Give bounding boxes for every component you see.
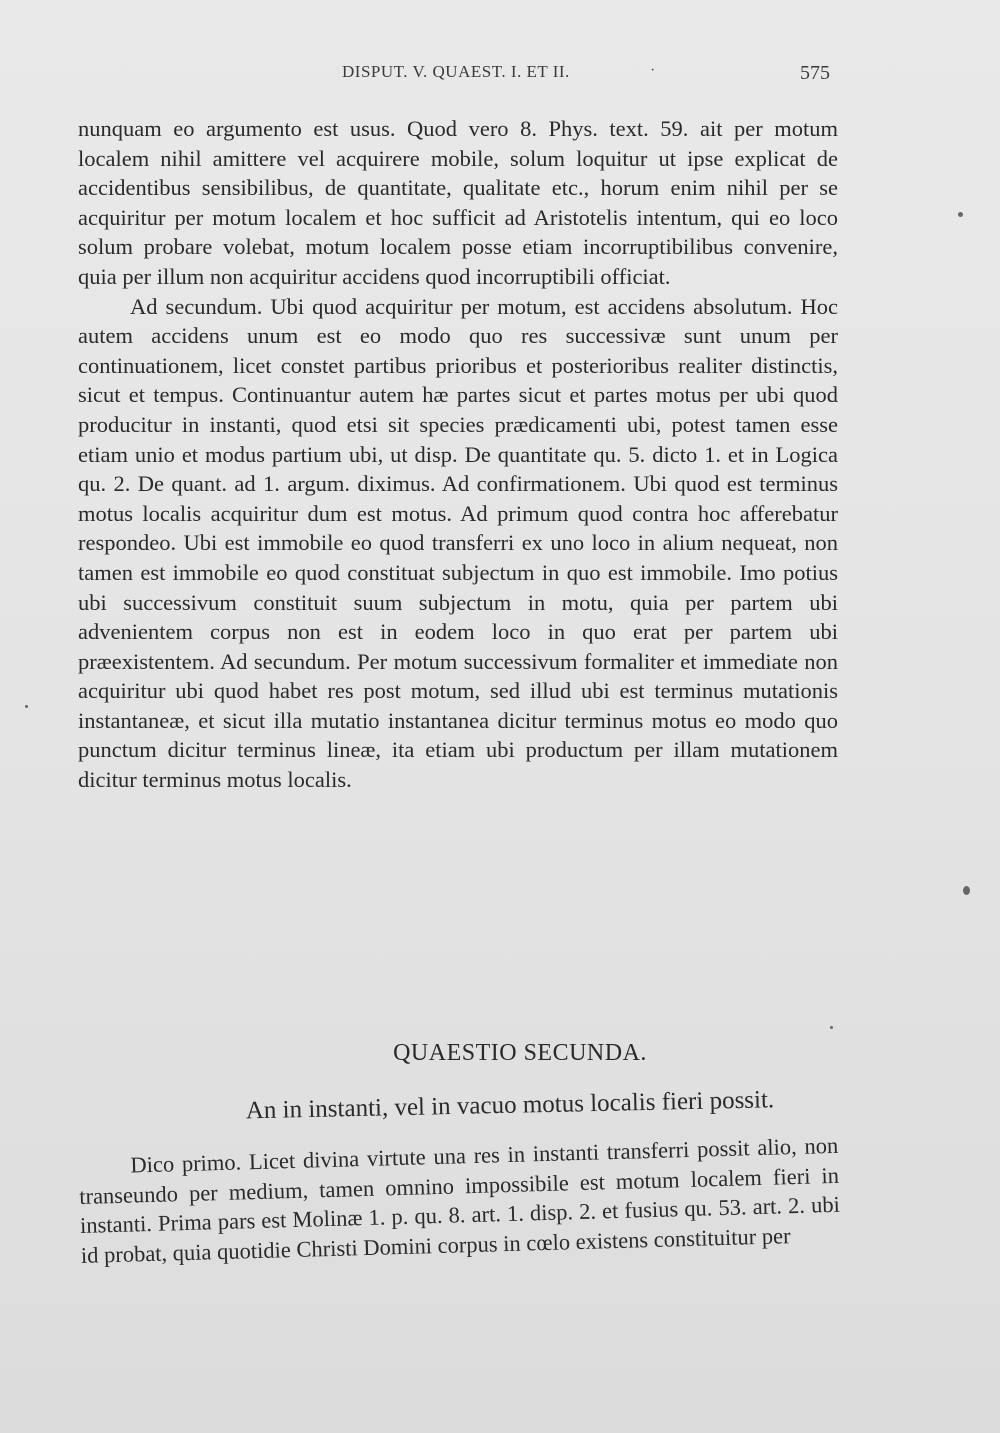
page-number: 575: [800, 62, 830, 84]
paper-speck: [958, 212, 963, 217]
paragraph-ad-secundum: Ad secundum. Ubi quod acquiritur per motum, est accidens absolutum. Hoc autem accidens unum est eo modo quo res successivæ sunt unum per continuationem, licet constet partibus prioribus et posterioribus realiter distinctis, sicut et tempus. Continuantur autem hæ partes sicut et partes motus per ubi quod producitur in instanti, quod etsi sit species prædicamenti ubi, potest tamen esse etiam unio et modus partium ubi, ut disp. De quantitate qu. 5. dicto 1. et in Logica qu. 2. De quant. ad 1. argum. diximus. Ad confirmationem. Ubi quod est terminus motus localis acquiritur dum est motus. Ad primum quod contra hoc afferebatur respondeo. Ubi est immobile eo quod transferri ex uno loco in alium nequeat, non tamen est immobile eo quod constituat subjectum in quo est immobile. Imo potius ubi successivum constituit suum subjectum in motu, quia per partem ubi advenientem corpus non est in eodem loco in quo erat per partem ubi præexistentem. Ad secundum. Per motum successivum formaliter et immediate non acquiritur ubi quod habet res post motum, sed illud ubi est terminus mutationis instantaneæ, et sicut illa mutatio instantanea dicitur terminus motus eo modo quo punctum dicitur terminus lineæ, ita etiam ubi productum per illam mutationem dicitur terminus motus localis.: [78, 293, 838, 793]
paragraph-dico-primo: Dico primo. Licet divina virtute una res in instanti transferri possit alio, non transeundo per medium, tamen omnino impossibile est motum localem fieri in instanti. Prima pars est Molinæ 1. p. qu. 8. art. 1. disp. 2. et fusius qu. 53. art. 2. ubi id probat, quia quotidie Christi Domini corpus in cœlo existens constituitur per: [78, 1132, 841, 1268]
paper-speck: [830, 1026, 833, 1029]
paragraph-continuation: nunquam eo argumento est usus. Quod vero 8. Phys. text. 59. ait per motum localem nihil amittere vel acquirere mobile, solum loquitur ut ipse explicat de accidentibus sensibilibus, de quantitate, qualitate etc., horum enim nihil per se acquiritur per motum localem et hoc sufficit ad Aristotelis intentum, qui eo loco solum probare volebat, motum localem posse etiam incorruptibilibus convenire, quia per illum non acquiritur accidens quod incorruptibili officiat.: [78, 116, 838, 289]
question-heading: QUAESTIO SECUNDA.: [393, 1040, 647, 1066]
paper-speck: [25, 705, 28, 708]
question-subheading: An in instanti, vel in vacuo motus localis fieri possit.: [245, 1086, 775, 1125]
main-text: [78, 114, 838, 795]
paper-speck: [963, 886, 970, 895]
question-text: [78, 1131, 841, 1271]
running-head: DISPUT. V. QUAEST. I. ET II.: [342, 62, 570, 81]
header-dot: ·: [650, 62, 656, 79]
